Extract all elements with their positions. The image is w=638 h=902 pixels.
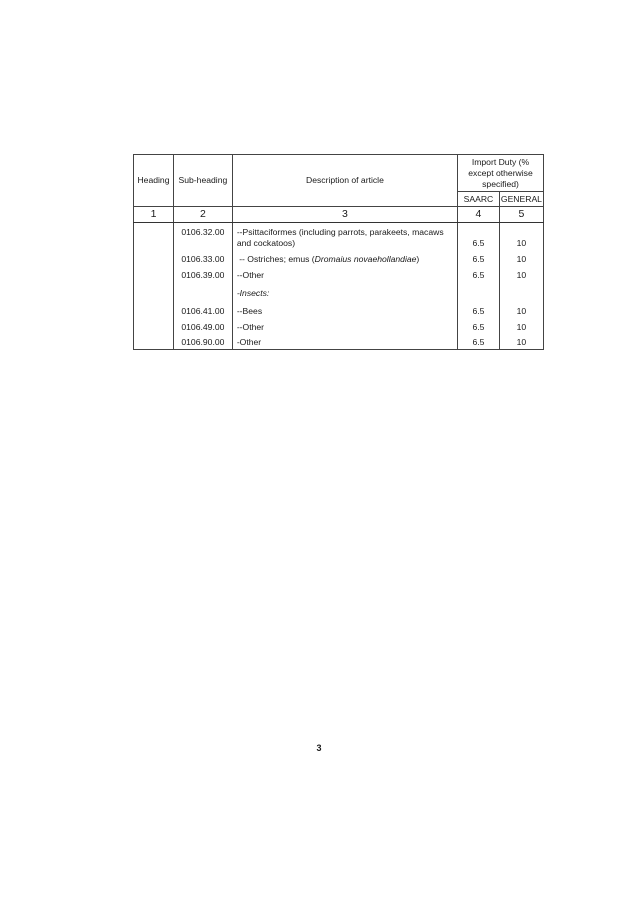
cell-general: 10 [499,333,543,349]
cell-heading [134,249,174,265]
table-row [134,281,544,299]
cell-heading [134,223,174,250]
column-number: 4 [458,207,500,223]
description-text: -- Ostriches; emus ( [236,254,315,264]
column-number: 5 [499,207,543,223]
cell-saarc: 6.5 [458,249,500,265]
section-label: -Insects: [236,288,270,298]
table-row [134,317,544,333]
column-number: 3 [232,207,457,223]
table-row [134,223,544,250]
cell-general: 10 [499,317,543,333]
cell-subheading: 0106.32.00 [173,223,232,250]
cell-subheading: 0106.49.00 [173,317,232,333]
cell-general: 10 [499,265,543,281]
cell-heading [134,299,174,317]
cell-heading [134,265,174,281]
cell-subheading: 0106.90.00 [173,333,232,349]
species-name: Dromaius novaehollandiae [314,254,417,264]
cell-saarc: 6.5 [458,317,500,333]
header-heading: Heading [134,155,174,207]
cell-general: 10 [499,299,543,317]
tariff-table [133,154,544,350]
cell-description [232,249,457,265]
cell-description: --Bees [232,299,457,317]
cell-subheading: 0106.33.00 [173,249,232,265]
header-subheading: Sub-heading [173,155,232,207]
description-text: ) [416,254,420,264]
cell-saarc: 6.5 [458,223,500,250]
cell-saarc: 6.5 [458,333,500,349]
cell-saarc: 6.5 [458,299,500,317]
cell-description: --Other [232,317,457,333]
cell-description [232,281,457,299]
cell-subheading: 0106.41.00 [173,299,232,317]
cell-description: --Other [232,265,457,281]
cell-description: -Other [232,333,457,349]
cell-saarc [458,281,500,299]
cell-subheading [173,281,232,299]
table-row [134,299,544,317]
column-number: 2 [173,207,232,223]
column-number: 1 [134,207,174,223]
cell-heading [134,333,174,349]
cell-description: --Psittaciformes (including parrots, parakeets, macaws and cockatoos) [232,223,457,250]
header-description: Description of article [232,155,457,207]
table-row [134,333,544,349]
cell-heading [134,281,174,299]
table-row [134,249,544,265]
header-import-duty: Import Duty (% except otherwise specified) [458,155,544,192]
cell-saarc: 6.5 [458,265,500,281]
table-row [134,265,544,281]
cell-subheading: 0106.39.00 [173,265,232,281]
page-number: 3 [316,743,322,753]
cell-general: 10 [499,223,543,250]
header-saarc: SAARC [458,192,500,207]
header-general: GENERAL [499,192,543,207]
cell-general [499,281,543,299]
cell-heading [134,317,174,333]
cell-general: 10 [499,249,543,265]
